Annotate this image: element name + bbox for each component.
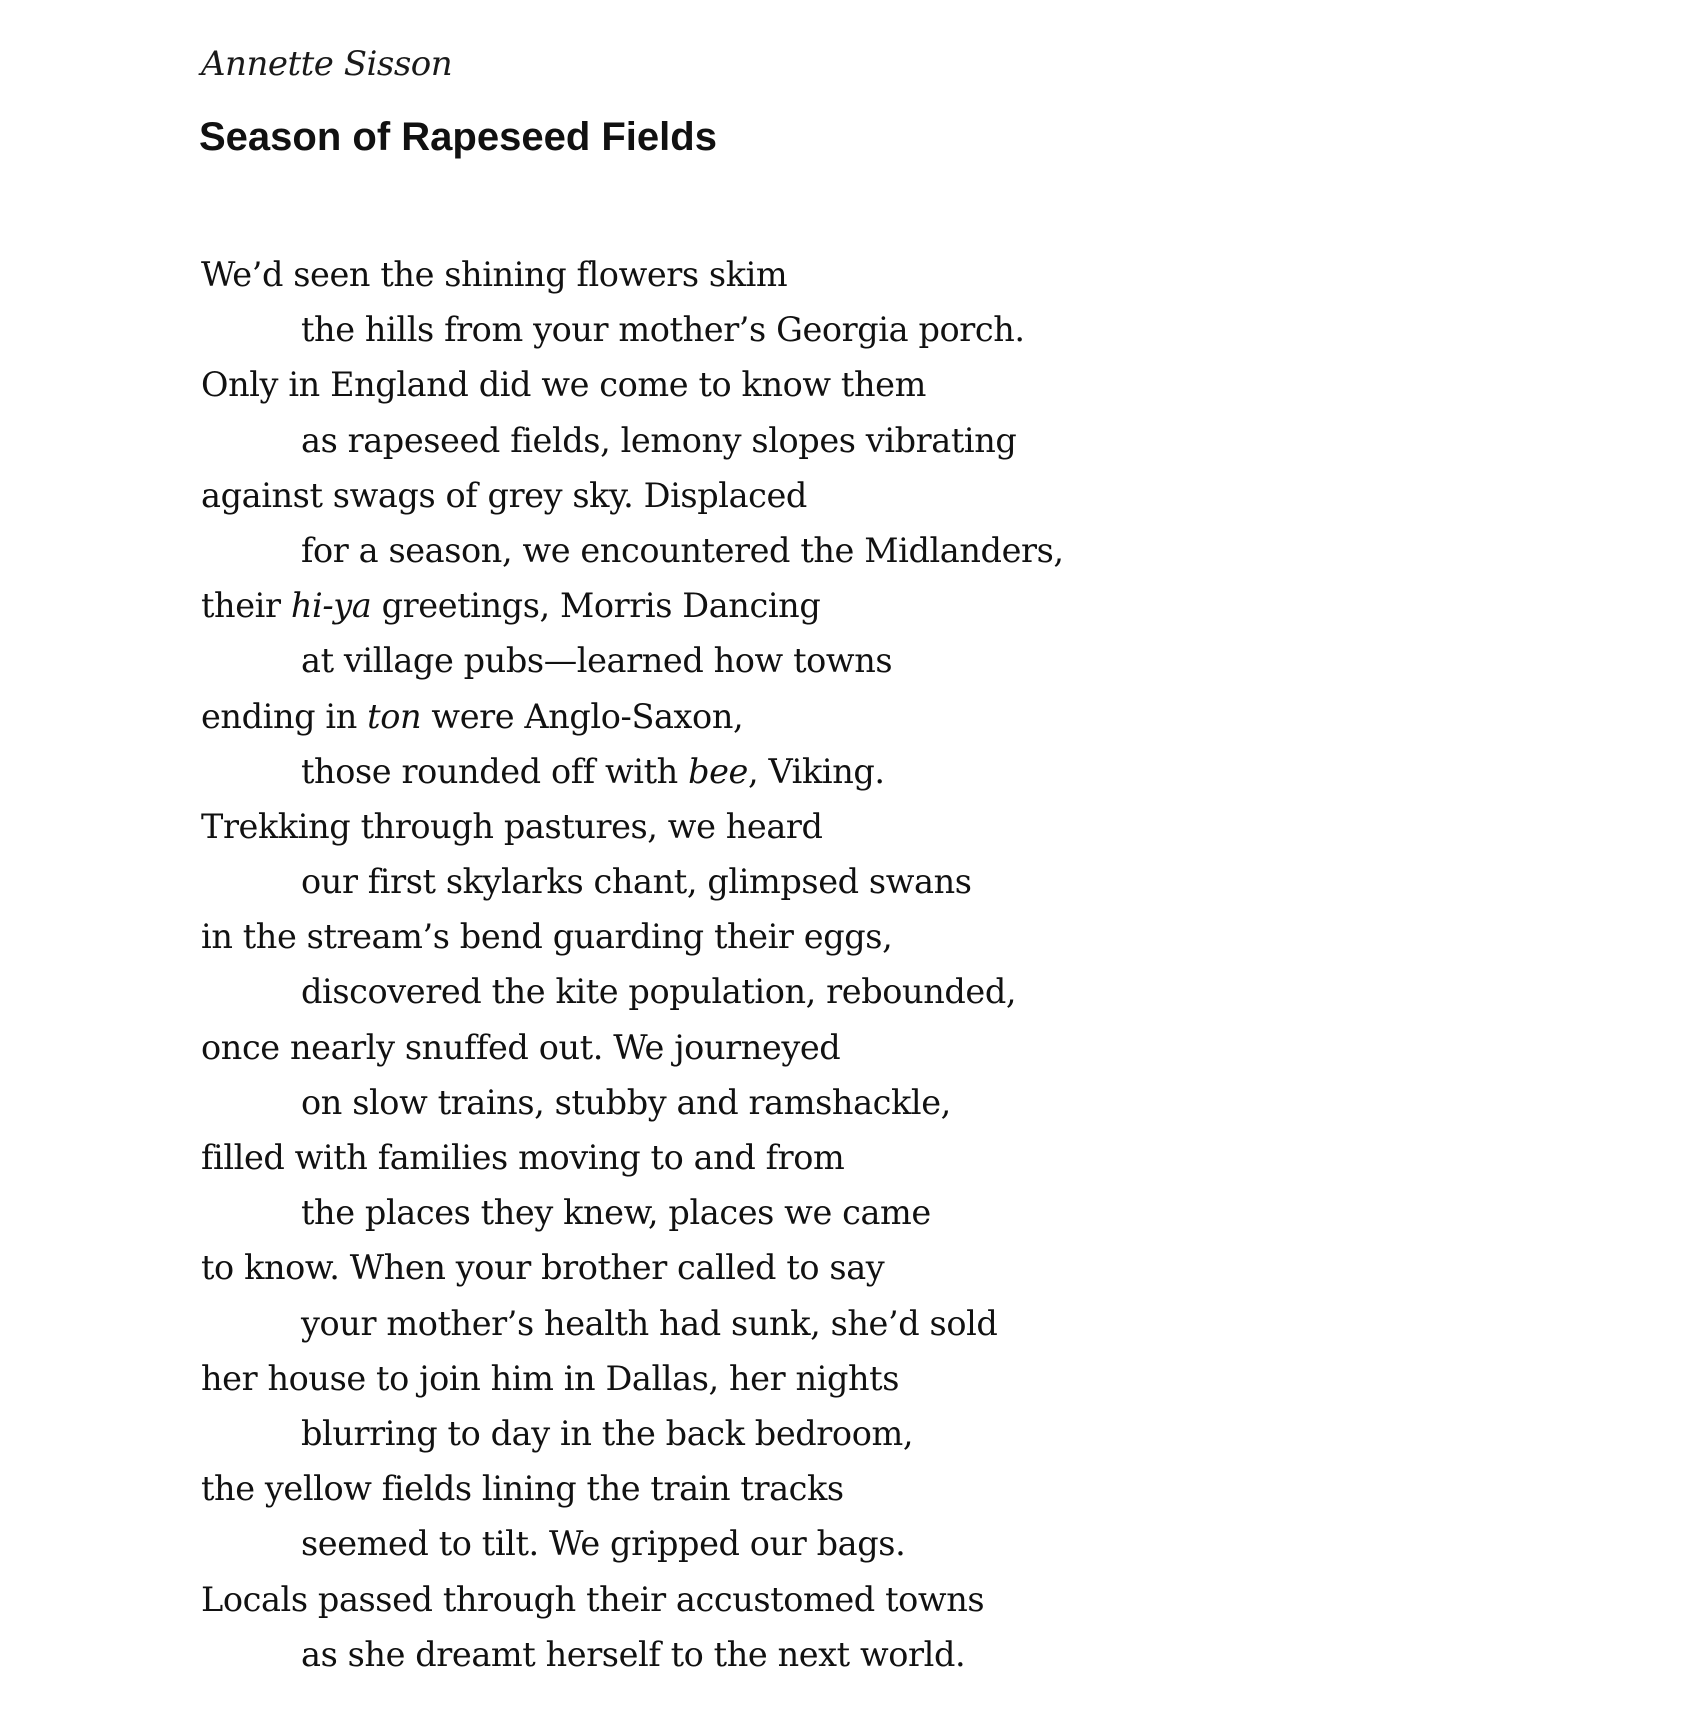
poem-line-text: were Anglo-Saxon, — [421, 696, 744, 736]
poem-line: the yellow fields lining the train tracks — [201, 1469, 844, 1509]
poem-line: Trekking through pastures, we heard — [201, 806, 823, 846]
poem-line: as rapeseed fields, lemony slopes vibrating — [301, 420, 1017, 460]
poem-line: in the stream’s bend guarding their eggs, — [201, 917, 893, 957]
poem-line-italic: bee — [688, 751, 748, 791]
poem-line: her house to join him in Dallas, her nights — [201, 1358, 900, 1398]
poem-line-italic: hi-ya — [290, 586, 372, 626]
poem-line: blurring to day in the back bedroom, — [301, 1413, 914, 1453]
poem-line-text: , Viking. — [747, 751, 885, 791]
poem-line-text: ending in — [201, 696, 368, 736]
poem-line-text: greetings, Morris Dancing — [371, 586, 821, 626]
poem-line — [201, 744, 1501, 799]
poem-line: as she dreamt herself to the next world. — [301, 1634, 966, 1674]
poem-author: Annette Sisson — [201, 44, 453, 84]
poem-line — [201, 689, 1501, 744]
poem-line: once nearly snuffed out. We journeyed — [201, 1027, 841, 1067]
poem-title: Season of Rapeseed Fields — [199, 115, 717, 159]
poem-line: the places they knew, places we came — [301, 1193, 931, 1233]
poem-line: for a season, we encountered the Midlanders, — [301, 530, 1064, 570]
poem-line: to know. When your brother called to say — [201, 1248, 885, 1288]
poem-line: seemed to tilt. We gripped our bags. — [301, 1524, 906, 1564]
poem-line: Only in England did we come to know them — [201, 365, 926, 405]
poem-line: against swags of grey sky. Displaced — [201, 475, 807, 515]
poem-line: on slow trains, stubby and ramshackle, — [301, 1082, 951, 1122]
poem-line-text: their — [201, 586, 291, 626]
poem-line: our first skylarks chant, glimpsed swans — [301, 862, 972, 902]
poem-line: discovered the kite population, rebounded, — [301, 972, 1017, 1012]
poem-line-italic: ton — [367, 696, 422, 736]
poem-line: Locals passed through their accustomed towns — [201, 1579, 985, 1619]
poem-line: filled with families moving to and from — [201, 1138, 845, 1177]
poem-line: We’d seen the shining flowers skim — [201, 255, 788, 294]
poem-line: your mother’s health had sunk, she’d sold — [301, 1303, 998, 1343]
poem-line — [201, 578, 1501, 633]
poem-line: at village pubs—learned how towns — [301, 641, 893, 681]
poem-line-text: those rounded off with — [301, 751, 689, 791]
poem-body — [201, 247, 1501, 1682]
poem-line: the hills from your mother’s Georgia porch. — [301, 310, 1025, 350]
